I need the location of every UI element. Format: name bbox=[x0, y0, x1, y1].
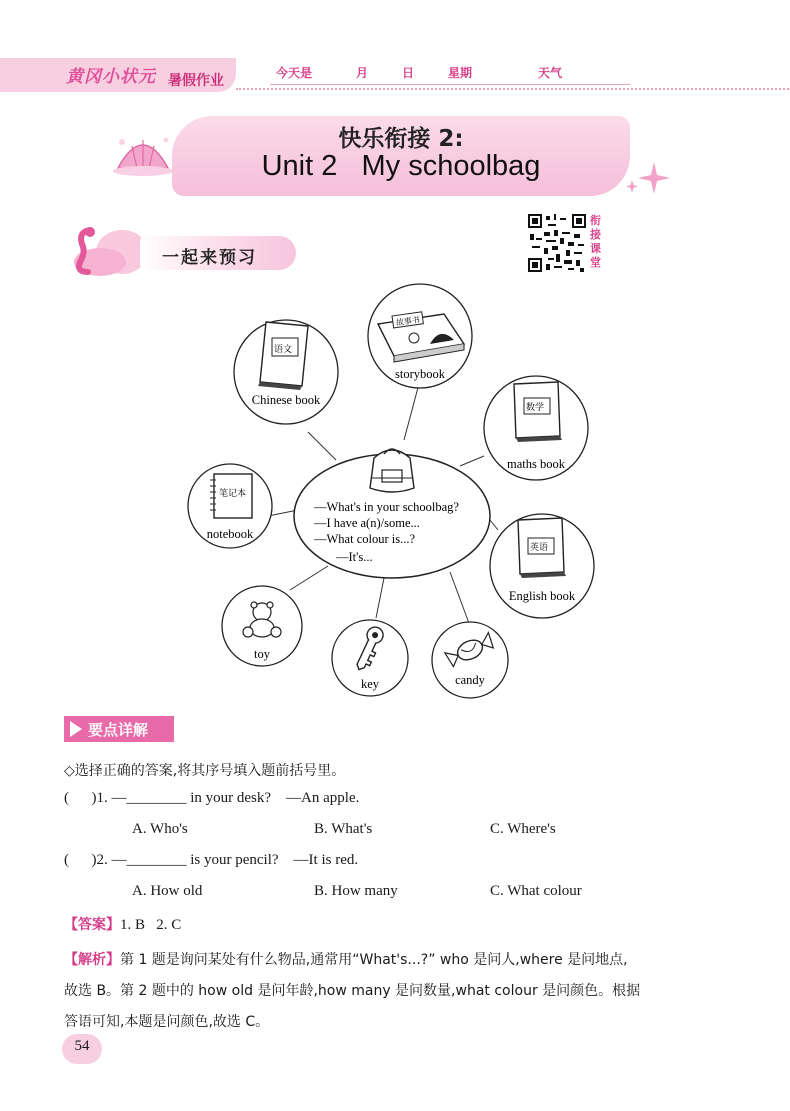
node-toy bbox=[222, 586, 302, 666]
question-1-option-c: C. Where's bbox=[490, 821, 556, 837]
node-maths-book bbox=[484, 376, 588, 480]
node-label: toy bbox=[254, 647, 270, 661]
node-label: key bbox=[360, 677, 380, 691]
center-bubble bbox=[294, 449, 490, 578]
analysis-tag: 【解析】 bbox=[64, 952, 120, 968]
notebook-icon bbox=[210, 474, 252, 518]
date-label-day: 日 bbox=[402, 66, 415, 80]
unit-title: Unit 2 My schoolbag bbox=[261, 150, 541, 182]
sparkle-icon bbox=[622, 158, 672, 198]
page-number: 54 bbox=[74, 1038, 90, 1054]
question-1-option-b: B. What's bbox=[314, 821, 373, 837]
analysis-text: 第 1 题是询问某处有什么物品,通常用“What's...?” who 是问人,where 是问地点, bbox=[120, 952, 628, 968]
question-2-option-a: A. How old bbox=[132, 883, 203, 899]
center-line-2: —I have a(n)/some... bbox=[314, 516, 420, 530]
book-cover-label: 英语 bbox=[530, 543, 549, 553]
node-chinese-book bbox=[234, 320, 338, 424]
book-cover-label: 语文 bbox=[274, 345, 293, 355]
question-2-option-c: C. What colour bbox=[490, 883, 582, 899]
qr-caption-char: 接 bbox=[590, 228, 601, 241]
qr-caption bbox=[590, 214, 606, 270]
book-cover-label: 故事书 bbox=[395, 315, 421, 328]
qr-caption-char: 课 bbox=[590, 242, 601, 255]
analysis-line: 故选 B。第 2 题中的 how old 是问年龄,how many 是问数量,what colour 是问颜色。根据 bbox=[64, 983, 641, 999]
node-label: candy bbox=[455, 673, 485, 687]
node-label: maths book bbox=[507, 457, 565, 471]
node-candy bbox=[432, 622, 508, 698]
book-cover-label: 数学 bbox=[526, 403, 545, 413]
node-storybook bbox=[368, 284, 472, 388]
analysis-line: 答语可知,本题是问颜色,故选 C。 bbox=[64, 1014, 270, 1030]
question-2-option-b: B. How many bbox=[314, 883, 398, 899]
qr-caption-char: 衔 bbox=[590, 214, 601, 227]
date-label-today: 今天是 bbox=[276, 66, 313, 80]
date-underline bbox=[270, 84, 630, 85]
question-1-stem: ( )1. —________ in your desk? —An apple. bbox=[64, 790, 360, 806]
date-label-month: 月 bbox=[356, 66, 369, 80]
book-cover-label: 笔记本 bbox=[219, 489, 247, 499]
book-icon bbox=[258, 322, 308, 390]
answer-tag: 【答案】 bbox=[64, 917, 120, 933]
answer-row bbox=[64, 914, 181, 934]
brand-subtitle: 暑假作业 bbox=[168, 73, 224, 89]
node-label: notebook bbox=[206, 527, 254, 541]
page-title: 快乐衔接 2: bbox=[338, 126, 464, 152]
center-line-3: —What colour is...? bbox=[314, 532, 416, 546]
date-label-weekday: 星期 bbox=[448, 66, 473, 80]
book-icon bbox=[518, 518, 566, 578]
play-triangle-icon bbox=[70, 721, 82, 737]
qr-caption-char: 堂 bbox=[590, 256, 601, 269]
section-title: 一起来预习 bbox=[162, 248, 257, 268]
keypoints-title: 要点详解 bbox=[88, 721, 149, 739]
mind-map bbox=[180, 280, 610, 710]
node-label: storybook bbox=[395, 367, 445, 381]
analysis-line bbox=[64, 945, 640, 976]
qr-code-icon[interactable] bbox=[528, 214, 586, 272]
node-label: Chinese book bbox=[251, 393, 321, 407]
node-label: English book bbox=[508, 589, 576, 603]
schoolbag-icon bbox=[370, 449, 414, 492]
date-label-weather: 天气 bbox=[538, 66, 563, 80]
book-icon bbox=[514, 382, 562, 442]
dotted-divider bbox=[236, 88, 790, 90]
question-2-stem: ( )2. —________ is your pencil? —It is red. bbox=[64, 852, 359, 868]
node-notebook bbox=[188, 464, 272, 548]
analysis-block bbox=[64, 945, 640, 1038]
center-line-1: —What's in your schoolbag? bbox=[314, 500, 459, 514]
node-english-book bbox=[490, 514, 594, 618]
question-1-option-a: A. Who's bbox=[132, 821, 188, 837]
center-line-4: —It's... bbox=[336, 550, 373, 564]
node-key bbox=[332, 620, 408, 696]
answer-text: 1. B 2. C bbox=[120, 917, 182, 933]
brand-logo: 黄冈小状元 bbox=[66, 67, 156, 87]
shell-icon bbox=[110, 128, 176, 178]
instruction-text: ◇选择正确的答案,将其序号填入题前括号里。 bbox=[64, 763, 346, 779]
